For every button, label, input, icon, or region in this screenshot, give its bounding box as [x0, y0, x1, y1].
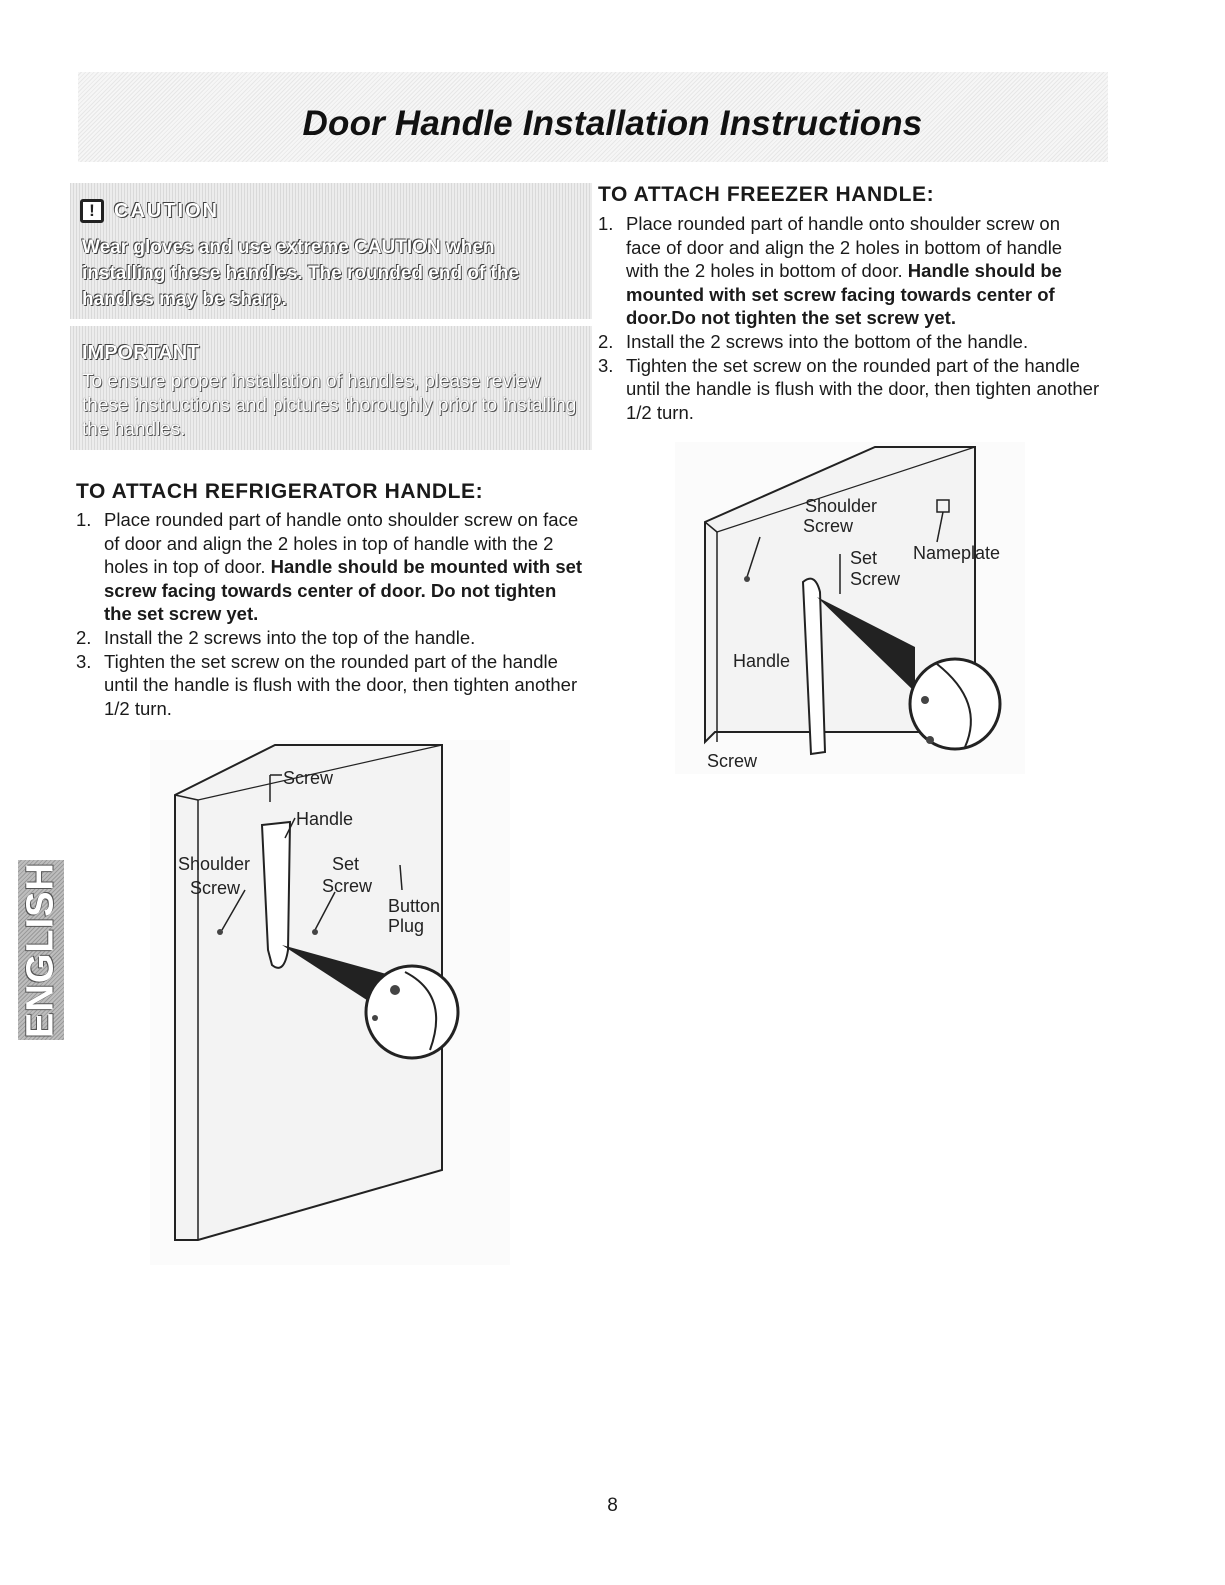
warning-icon: !: [80, 199, 104, 223]
diagram-label-shoulder-screw: Screw: [190, 878, 241, 898]
freezer-steps: [598, 212, 1100, 424]
refrigerator-heading: TO ATTACH REFRIGERATOR HANDLE:: [76, 480, 484, 503]
diagram-label-screw: Screw: [283, 768, 334, 788]
important-box: [70, 326, 592, 450]
diagram-label-set-screw: Screw: [850, 569, 901, 589]
diagram-label-set: Set: [332, 854, 360, 874]
diagram-label-screw: Screw: [707, 751, 758, 771]
caution-box: [70, 183, 592, 319]
freezer-step: 1. Place rounded part of handle onto shoulder screw on face of door and align the 2 holes in bottom of handle with the 2 holes in bottom of door. Handle should be mounted with set screw facing towards center of door.Do not tighten the set screw yet.: [598, 213, 1063, 329]
diagram-label-set-screw: Screw: [322, 876, 373, 896]
diagram-label-shoulder: Shoulder: [805, 496, 878, 516]
refrigerator-steps: [76, 508, 586, 720]
important-heading: IMPORTANT: [82, 342, 200, 364]
caution-text: Wear gloves and use extreme CAUTION when installing these handles. The rounded end of the handles may be sharp.: [82, 237, 520, 310]
page-title: Door Handle Installation Instructions: [302, 104, 923, 143]
diagram-label-handle: Handle: [296, 809, 354, 829]
freezer-handle-diagram: [675, 442, 1025, 774]
caution-header: [80, 199, 219, 223]
caution-heading: CAUTION: [114, 199, 220, 222]
freezer-step: 2. Install the 2 screws into the bottom of the handle.: [598, 330, 1029, 352]
important-text: To ensure proper installation of handles, please review these instructions and pictures thoroughly prior to installing the handles.: [82, 371, 577, 440]
diagram-label-handle: Handle: [733, 651, 791, 671]
diagram-label-nameplate: Nameplate: [913, 543, 1001, 563]
language-tab-label: ENGLISH: [19, 862, 62, 1038]
diagram-label-shoulder: Shoulder: [178, 854, 251, 874]
refrigerator-handle-diagram: [150, 740, 510, 1265]
diagram-label-plug: Plug: [388, 916, 425, 936]
refrigerator-step: 2. Install the 2 screws into the top of the handle.: [76, 626, 476, 648]
diagram-label-set: Set: [850, 548, 878, 568]
refrigerator-step: 1. Place rounded part of handle onto shoulder screw on face of door and align the 2 holes in top of handle with the 2 holes in top of door. Handle should be mounted with set screw facing towards center of door. Do not tighten the set screw yet.: [76, 509, 583, 625]
diagram-label-shoulder-screw: Screw: [803, 516, 854, 536]
refrigerator-step: 3. Tighten the set screw on the rounded part of the handle until the handle is flush with the door, then tighten another 1/2 turn.: [76, 650, 578, 719]
freezer-heading: TO ATTACH FREEZER HANDLE:: [598, 183, 935, 206]
diagram-label-button: Button: [388, 896, 441, 916]
page-number: 8: [607, 1495, 618, 1516]
freezer-step: 3. Tighten the set screw on the rounded part of the handle until the handle is flush with the door, then tighten another 1/2 turn.: [598, 354, 1100, 423]
